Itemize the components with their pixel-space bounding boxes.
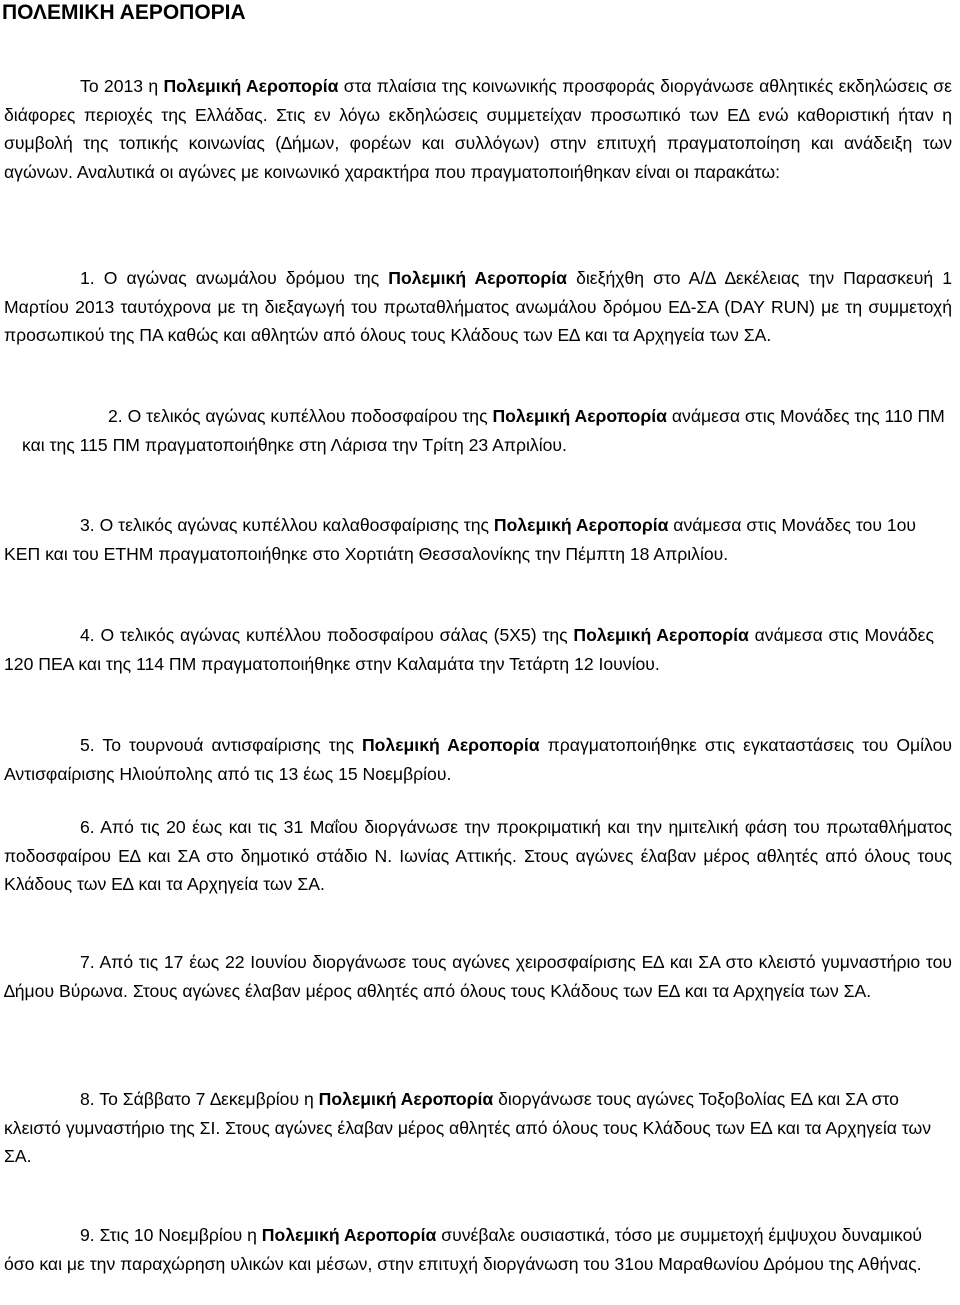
list-item-text: Ο τελικός αγώνας κυπέλλου ποδοσφαίρου σάλας (5Χ5) της (94, 625, 574, 645)
list-item-text-end: διεξήχθη στο Α/∆ ∆εκέλειας την Παρασκευή 1 Μαρτίου 2013 ταυτόχρονα με τη διεξαγωγή του πρωταθλήματος ανωμάλου δρόμου Ε∆-ΣΑ (DAY RUN) με τη συμμετοχή προσωπικού της ΠΑ καθώς και αθλητών από όλους τους Κλάδους των Ε∆ και τα Αρχηγεία των ΣΑ. (4, 268, 953, 345)
intro-text-end: στα πλαίσια της κοινωνικής προσφοράς διοργάνωσε αθλητικές εκδηλώσεις σε διάφορες περιοχές της Ελλάδας. Στις εν λόγω εκδηλώσεις συμμετείχαν προσωπικό των Ε∆ ενώ καθοριστική ήταν η συμβολή της τοπικής κοινωνίας (∆ήμων, φορέων και συλλόγων) στην επιτυχή πραγματοποίηση και ανάδειξη των αγώνων. Αναλυτικά οι αγώνες με κοινωνικό χαρακτήρα που πραγματοποιήθηκαν είναι οι παρακάτω: (4, 76, 952, 182)
list-item-text: Ο αγώνας ανωμάλου δρόμου της (94, 268, 389, 288)
list-item (4, 731, 952, 788)
list-item-number: 3. (80, 515, 95, 535)
list-item-text: Από τις 20 έως και τις 31 Μαΐου διοργάνωσε την προκριματική και την ημιτελική φάση του πρωταθλήματος ποδοσφαίρου Ε∆ και ΣΑ στο δημοτικό στάδιο Ν. Ιωνίας Αττικής. Στους αγώνες έλαβαν μέρος αθλητές από όλους τους Κλάδους των Ε∆ και τα Αρχηγεία των ΣΑ. (4, 817, 952, 894)
list-item-highlight: Πολεμική Αεροπορία (318, 1089, 494, 1109)
list-item-text-end: ανάμεσα στις Μονάδες του 1ου ΚΕΠ και του ΕΤΗΜ πραγματοποιήθηκε στο Χορτιάτη Θεσσαλονίκης την Πέμπτη 18 Απριλίου. (4, 515, 917, 564)
list-item-number: 8. (80, 1089, 95, 1109)
intro-paragraph (4, 72, 952, 186)
list-item-text: Στις 10 Νοεμβρίου η (94, 1225, 262, 1245)
list-item-text: Το τουρνουά αντισφαίρισης της (94, 735, 362, 755)
intro-text-start: Το 2013 η (80, 76, 164, 96)
list-item (4, 948, 952, 1005)
list-item-number: 2. (108, 406, 123, 426)
list-item (4, 511, 952, 568)
list-item-text-end: συνέβαλε ουσιαστικά, τόσο με συμμετοχή έμψυχου δυναμικού όσο και με την παραχώρηση υλικών και μέσων, στην επιτυχή διοργάνωση του 31ου Μαραθωνίου ∆ρόμου της Αθήνας. (4, 1225, 923, 1274)
list-item-text: Ο τελικός αγώνας κυπέλλου καλαθοσφαίρισης της (94, 515, 494, 535)
list-item (4, 264, 952, 350)
list-item-text: Το Σάββατο 7 ∆εκεμβρίου η (94, 1089, 319, 1109)
list-item-number: 4. (80, 625, 95, 645)
list-item-text: Ο τελικός αγώνας κυπέλλου ποδοσφαίρου της (122, 406, 493, 426)
list-item (4, 1221, 952, 1278)
list-item-text: Από τις 17 έως 22 Ιουνίου διοργάνωσε τους αγώνες χειροσφαίρισης Ε∆ και ΣΑ στο κλειστό γυμναστήριο του ∆ήμου Βύρωνα. Στους αγώνες έλαβαν μέρος αθλητές από όλους τους Κλάδους των Ε∆ και τα Αρχηγεία των ΣΑ. (4, 952, 952, 1001)
list-item-highlight: Πολεμική Αεροπορία (573, 625, 749, 645)
list-item-highlight: Πολεμική Αεροπορία (361, 735, 540, 755)
list-item-highlight: Πολεμική Αεροπορία (388, 268, 567, 288)
list-item (4, 813, 952, 899)
list-item-text-end: διοργάνωσε τους αγώνες Τοξοβολίας Ε∆ και ΣΑ στο κλειστό γυμναστήριο της ΣΙ. Στους αγώνες έλαβαν μέρος αθλητές από όλους τους Κλάδους των Ε∆ και τα Αρχηγεία των ΣΑ. (4, 1089, 932, 1166)
list-item-text-end: ανάμεσα στις Μονάδες 120 ΠΕΑ και της 114 ΠΜ πραγματοποιήθηκε στην Καλαμάτα την Τετάρτη 12 Ιουνίου. (4, 625, 935, 674)
list-item-highlight: Πολεμική Αεροπορία (261, 1225, 437, 1245)
list-item-highlight: Πολεμική Αεροπορία (493, 515, 669, 535)
list-item-text-end: πραγματοποιήθηκε στις εγκαταστάσεις του Ομίλου Αντισφαίρισης Ηλιούπολης από τις 13 έως 15 Νοεμβρίου. (4, 735, 952, 784)
document-title: ΠΟΛΕΜΙΚΗ ΑΕΡΟΠΟΡΙΑ (2, 1, 246, 24)
list-item-text-end: ανάμεσα στις Μονάδες της 110 ΠΜ και της 115 ΠΜ πραγματοποιήθηκε στη Λάρισα την Τρίτη 23 Απριλίου. (22, 406, 945, 455)
list-item (22, 402, 956, 459)
list-item-number: 5. (80, 735, 95, 755)
list-item-number: 7. (80, 952, 95, 972)
list-item (4, 621, 934, 678)
list-item (4, 1085, 952, 1171)
list-item-number: 9. (80, 1225, 95, 1245)
list-item-highlight: Πολεμική Αεροπορία (492, 406, 667, 426)
list-item-number: 1. (80, 268, 95, 288)
intro-highlight: Πολεμική Αεροπορία (163, 76, 339, 96)
list-item-number: 6. (80, 817, 95, 837)
